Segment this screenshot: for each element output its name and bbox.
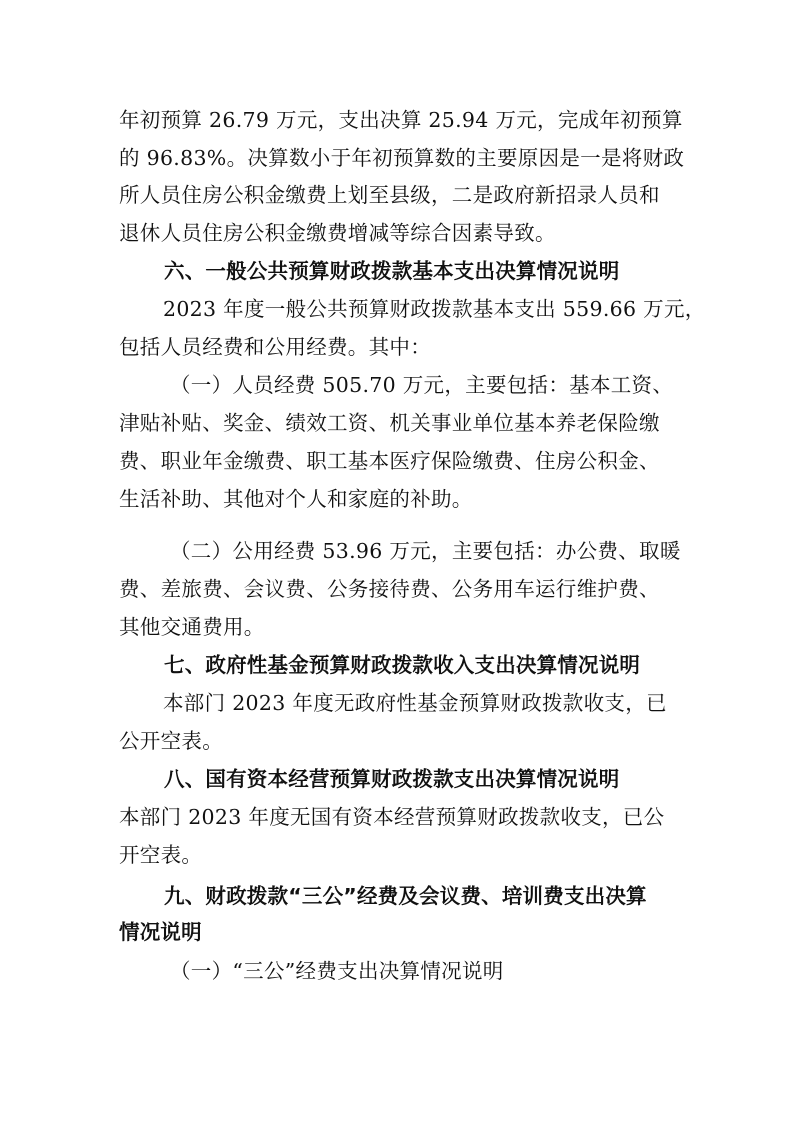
paragraph-line: （二）公用经费 53.96 万元，主要包括：办公费、取暖 [170,539,681,563]
paragraph-line: 2023 年度一般公共预算财政拨款基本支出 559.66 万元， [163,297,706,321]
section-heading-7: 七、政府性基金预算财政拨款收入支出决算情况说明 [164,653,641,677]
paragraph-line: 生活补助、其他对个人和家庭的补助。 [119,487,473,511]
paragraph-line: （一）人员经费 505.70 万元，主要包括：基本工资、 [170,373,674,397]
paragraph-line: 的 96.83%。决算数小于年初预算数的主要原因是一是将财政 [119,146,685,170]
paragraph-line: 开空表。 [119,843,203,867]
paragraph-line: 年初预算 26.79 万元，支出决算 25.94 万元，完成年初预算 [119,108,683,132]
paragraph-line: 本部门 2023 年度无国有资本经营预算财政拨款收支，已公 [119,805,665,829]
section-heading-6: 六、一般公共预算财政拨款基本支出决算情况说明 [164,259,620,283]
section-heading-9-continued: 情况说明 [119,920,202,944]
subsection-heading: （一）“三公”经费支出决算情况说明 [170,959,504,983]
paragraph-line: 其他交通费用。 [119,615,265,639]
paragraph-line: 所人员住房公积金缴费上划至县级，二是政府新招录人员和 [119,183,660,207]
paragraph-line: 费、职业年金缴费、职工基本医疗保险缴费、住房公积金、 [119,449,660,473]
paragraph-line: 津贴补贴、奖金、绩效工资、机关事业单位基本养老保险缴 [119,411,660,435]
paragraph-line: 公开空表。 [119,729,223,753]
paragraph-line: 本部门 2023 年度无政府性基金预算财政拨款收支，已 [163,691,667,715]
paragraph-line: 退休人员住房公积金缴费增减等综合因素导致。 [119,221,556,245]
section-heading-8: 八、国有资本经营预算财政拨款支出决算情况说明 [164,767,620,791]
paragraph-line: 费、差旅费、会议费、公务接待费、公务用车运行维护费、 [119,577,660,601]
paragraph-line: 包括人员经费和公用经费。其中： [119,335,431,359]
section-heading-9: 九、财政拨款“三公”经费及会议费、培训费支出决算 [164,884,647,908]
